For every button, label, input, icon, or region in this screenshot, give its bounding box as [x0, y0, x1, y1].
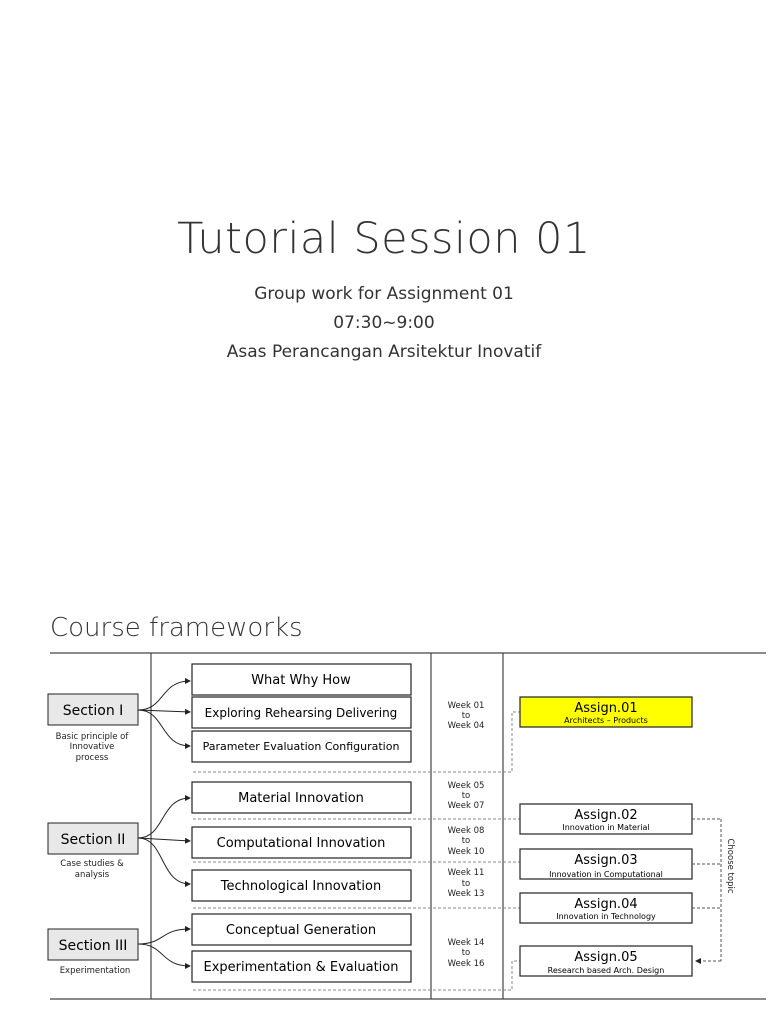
week-range-3-start: Week 08	[447, 826, 485, 836]
week-range-3-end: Week 10	[447, 847, 485, 857]
assignment-box-4-text: Innovation in Technology	[556, 912, 656, 921]
choose-topic-connector	[692, 819, 721, 961]
framework-heading: Course frameworks	[50, 613, 303, 643]
week-range-2-end: Week 07	[447, 801, 485, 811]
topic-box-2	[192, 697, 411, 728]
assignment-box-2-text: Innovation in Material	[562, 823, 650, 832]
section-2-desc-line-2: analysis	[74, 870, 110, 880]
week-range-4-end: Week 13	[447, 889, 485, 899]
topic-box-8	[192, 951, 411, 982]
assignment-box-3-text: Innovation in Computational	[549, 870, 663, 879]
week-range-1-end: Week 04	[447, 721, 485, 731]
topic-box-5-text: Computational Innovation	[216, 836, 386, 851]
assignment-box-1-text: Architects – Products	[564, 716, 648, 725]
subtitle-line-1: Group work for Assignment 01	[254, 284, 514, 304]
subtitle-line-3: Asas Perancangan Arsitektur Inovatif	[226, 342, 542, 362]
section-2-desc-line-1: Case studies &	[60, 859, 124, 869]
assignment-box-4-text: Assign.04	[574, 897, 638, 912]
assignment-box-4	[520, 893, 692, 923]
section-box-1	[48, 694, 138, 725]
topic-box-1-text: What Why How	[251, 673, 351, 688]
subtitle-line-2: 07:30~9:00	[333, 313, 435, 333]
assignment-box-5	[520, 946, 692, 976]
week-range-5-start: Week 14	[447, 938, 485, 948]
topic-box-5	[192, 827, 411, 858]
section-box-1-text: Section I	[62, 703, 124, 719]
week-range-5-end: Week 16	[447, 959, 485, 969]
assignment-box-2	[520, 804, 692, 834]
section-1-desc-line-2: Innovative	[69, 742, 115, 752]
week-range-4-start: Week 11	[447, 868, 485, 878]
week-range-1-start: Week 01	[447, 701, 485, 711]
assignment-box-1-text: Assign.01	[574, 701, 638, 716]
week-range-2-start: Week 05	[447, 781, 485, 791]
section-1-desc-line-1: Basic principle of	[55, 732, 129, 742]
section-3-desc-line-1: Experimentation	[59, 966, 131, 976]
topic-box-6	[192, 870, 411, 901]
topic-box-1	[192, 664, 411, 695]
assignment-box-5-text: Assign.05	[574, 950, 638, 965]
section-box-2-text: Section II	[60, 832, 126, 848]
page-title: Tutorial Session 01	[177, 214, 591, 264]
topic-box-3	[192, 731, 411, 762]
assignment-box-3	[520, 849, 692, 879]
section-box-2	[48, 823, 138, 854]
topic-box-6-text: Technological Innovation	[220, 879, 382, 894]
week-range-5-to: to	[461, 948, 471, 958]
assignment-box-5-text: Research based Arch. Design	[547, 966, 665, 975]
week-range-4-to: to	[461, 879, 471, 889]
assignment-box-3-text: Assign.03	[574, 853, 638, 868]
week-range-2-to: to	[461, 791, 471, 801]
section-box-3-text: Section III	[58, 938, 128, 954]
topic-box-8-text: Experimentation & Evaluation	[203, 960, 399, 975]
topic-box-2-text: Exploring Rehearsing Delivering	[204, 706, 398, 720]
brace-arrows	[138, 681, 190, 966]
topic-box-4-text: Material Innovation	[238, 791, 364, 806]
topic-box-4	[192, 782, 411, 813]
choose-topic-label: Choose topic	[725, 838, 735, 894]
topic-box-3-text: Parameter Evaluation Configuration	[202, 740, 400, 753]
section-1-desc-line-3: process	[75, 753, 109, 763]
section-box-3	[48, 929, 138, 960]
week-range-3-to: to	[461, 836, 471, 846]
week-range-1-to: to	[461, 711, 471, 721]
topic-box-7	[192, 914, 411, 945]
assignment-box-1	[520, 697, 692, 727]
topic-box-7-text: Conceptual Generation	[225, 923, 377, 938]
assignment-box-2-text: Assign.02	[574, 808, 638, 823]
